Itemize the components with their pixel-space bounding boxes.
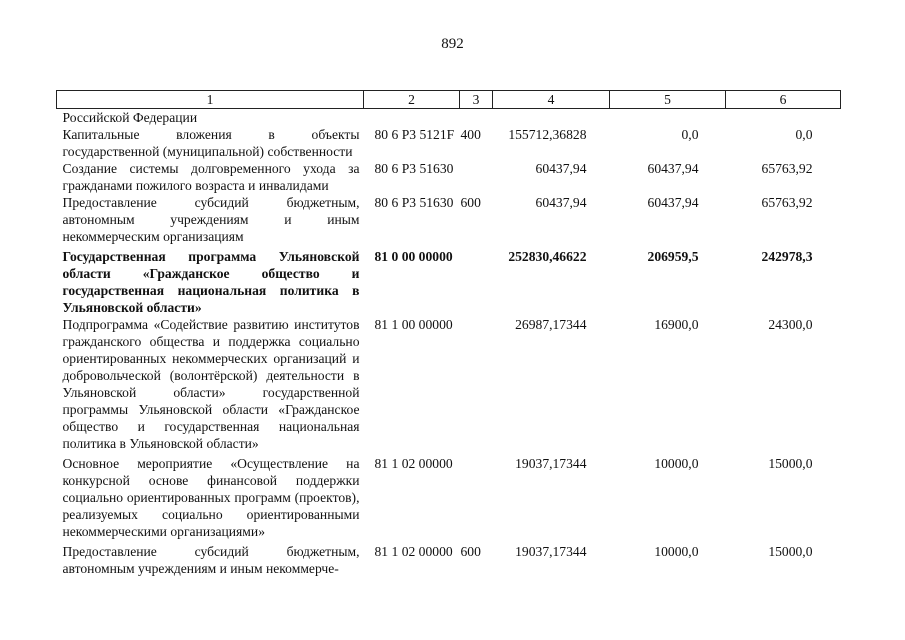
header-cell-4: 4 (493, 91, 610, 109)
table-row (57, 126, 841, 160)
row-value-col6: 15000,0 (768, 456, 813, 471)
row-value-col6: 15000,0 (768, 544, 813, 559)
row-name: Предоставление субсидий бюджетным, автономным учреждениям и иным некоммерче- (62, 544, 360, 576)
header-cell-5: 5 (610, 91, 726, 109)
row-expense-type (460, 109, 493, 127)
row-code: 81 0 00 00000 (374, 249, 453, 264)
row-value-col4: 60437,94 (535, 195, 587, 210)
table-row (57, 160, 841, 194)
table-row (57, 194, 841, 245)
page-number: 892 (441, 36, 464, 52)
row-value-col6: 65763,92 (761, 195, 813, 210)
row-expense-type: 600 (460, 544, 481, 559)
row-code: 80 6 Р3 51630 (374, 195, 454, 210)
table-row (57, 452, 841, 540)
row-expense-type (460, 452, 493, 540)
row-value-col5: 10000,0 (654, 544, 699, 559)
row-value-col4: 252830,46622 (508, 249, 587, 264)
row-value-col6: 24300,0 (768, 317, 813, 332)
row-name: Российской Федерации (62, 110, 198, 125)
row-name: Подпрограмма «Содействие развитию институтов гражданского общества и поддержка социально ориентированных некоммерческих организаций и добровольческой (волонтёрской) деятельности в Ульяновской области» государственной программы Ульяновской области «Гражданское общество и государственная национальная политика в Ульяновской области» (62, 317, 360, 451)
row-value-col4: 19037,17344 (515, 544, 587, 559)
table-row (57, 316, 841, 452)
row-code: 80 6 Р3 51630 (374, 161, 454, 176)
row-value-col6: 65763,92 (761, 161, 813, 176)
row-code: 81 1 02 00000 (374, 544, 453, 559)
row-value-col4 (493, 109, 610, 127)
table-row-program (57, 245, 841, 316)
row-expense-type (460, 316, 493, 452)
row-expense-type: 600 (460, 195, 481, 210)
row-value-col4: 26987,17344 (515, 317, 587, 332)
row-name: Основное мероприятие «Осуществление на конкурсной основе финансовой поддержки социально ориентированных программ (проектов), реализуемых социально ориентированными некоммерческими организациями» (62, 456, 360, 539)
row-expense-type (460, 160, 493, 194)
row-value-col5 (610, 109, 726, 127)
row-name: Капитальные вложения в объекты государственной (муниципальной) собственности (62, 127, 360, 159)
row-value-col5: 60437,94 (647, 161, 699, 176)
row-code: 80 6 Р3 5121F (374, 127, 455, 142)
row-value-col5: 60437,94 (647, 195, 699, 210)
row-code: 81 1 02 00000 (374, 456, 453, 471)
row-name: Предоставление субсидий бюджетным, автономным учреждениям и иным некоммерческим организациям (62, 195, 360, 244)
header-cell-1: 1 (57, 91, 364, 109)
row-name: Создание системы долговременного ухода за гражданами пожилого возраста и инвалидами (62, 161, 360, 193)
row-value-col5: 206959,5 (647, 249, 699, 264)
row-expense-type: 400 (460, 127, 481, 142)
budget-table (56, 90, 841, 577)
row-expense-type (460, 245, 493, 316)
row-value-col5: 0,0 (681, 127, 699, 142)
row-value-col4: 19037,17344 (515, 456, 587, 471)
row-name: Государственная программа Ульяновской области «Гражданское общество и государственная национальная политика в Ульяновской области» (62, 249, 360, 315)
header-cell-3: 3 (460, 91, 493, 109)
row-value-col6: 242978,3 (761, 249, 813, 264)
header-row (57, 91, 841, 109)
row-value-col4: 60437,94 (535, 161, 587, 176)
row-code (364, 109, 460, 127)
row-value-col4: 155712,36828 (508, 127, 587, 142)
row-code: 81 1 00 00000 (374, 317, 453, 332)
header-cell-2: 2 (364, 91, 460, 109)
row-value-col5: 16900,0 (654, 317, 699, 332)
table-row (57, 540, 841, 577)
table-row (57, 109, 841, 127)
row-value-col5: 10000,0 (654, 456, 699, 471)
header-cell-6: 6 (726, 91, 841, 109)
row-value-col6: 0,0 (795, 127, 813, 142)
row-value-col6 (726, 109, 841, 127)
